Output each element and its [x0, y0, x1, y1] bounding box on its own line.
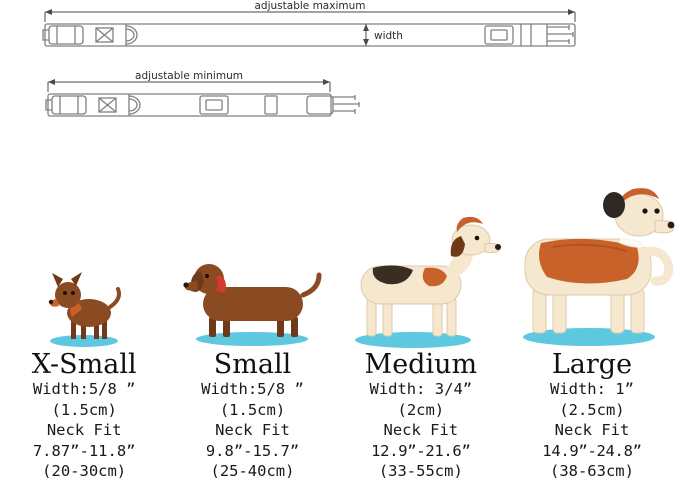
collar-slider-left-max: [96, 28, 113, 42]
collar-adjuster-min: [200, 96, 277, 114]
size-name-medium: Medium: [364, 348, 478, 380]
collar-clip-left-max: [43, 26, 83, 44]
size-columns: [0, 150, 679, 482]
width-metric-medium: (2cm): [397, 400, 445, 419]
dog-illustration-medium: [339, 173, 503, 349]
collar-diagram-svg: [0, 0, 679, 148]
width-label: width: [374, 30, 403, 42]
width-x-small: Width:5/8 ”: [32, 379, 136, 398]
size-column-small: [168, 150, 336, 482]
width-small: Width:5/8 ”: [201, 379, 304, 398]
size-column-large: [505, 150, 679, 482]
min-label: adjustable minimum: [135, 70, 243, 82]
dog-illustration-small: [170, 173, 334, 349]
neck-imperial-large: 14.9”-24.8”: [542, 441, 642, 460]
neck-imperial-small: 9.8”-15.7”: [205, 441, 300, 460]
collar-slider-left-min: [99, 98, 116, 112]
dog-illustration-large: [507, 173, 677, 349]
collar-diagrams: [0, 0, 679, 148]
collar-clip-right-min: [307, 95, 359, 114]
neck-metric-medium: (33-55cm): [378, 462, 463, 481]
width-metric-small: (1.5cm): [219, 400, 286, 419]
collar-d-ring-max: [126, 24, 137, 46]
size-name-x-small: X-Small: [31, 348, 137, 380]
beagle-icon: [341, 194, 501, 349]
saint-bernard-icon: [507, 177, 677, 349]
collar-clip-left-min: [46, 96, 86, 114]
neck-metric-x-small: (20-30cm): [42, 462, 127, 481]
neck-imperial-x-small: 7.87”-11.8”: [32, 441, 136, 460]
size-column-medium: [337, 150, 505, 482]
neck-metric-small: (25-40cm): [210, 462, 295, 481]
size-name-small: Small: [213, 348, 292, 380]
neck-label-x-small: Neck Fit: [46, 421, 122, 440]
neck-label-small: Neck Fit: [215, 421, 290, 440]
neck-label-medium: Neck Fit: [383, 421, 459, 440]
max-label: adjustable maximum: [254, 0, 366, 12]
neck-imperial-medium: 12.9”-21.6”: [371, 441, 471, 460]
width-medium: Width: 3/4”: [369, 379, 473, 398]
collar-adjuster-max: [485, 24, 531, 46]
dachshund-icon: [177, 229, 327, 349]
collar-clip-right-max: [547, 24, 573, 46]
collar-d-ring-min: [129, 94, 140, 116]
size-name-large: Large: [551, 348, 633, 380]
width-metric-x-small: (1.5cm): [51, 400, 117, 419]
neck-metric-large: (38-63cm): [549, 462, 634, 481]
width-dimension-arrow: [363, 24, 369, 46]
size-column-x-small: [0, 150, 168, 482]
neck-label-large: Neck Fit: [554, 421, 630, 440]
chihuahua-icon: [24, 239, 144, 349]
dog-illustration-x-small: [2, 173, 166, 349]
width-large: Width: 1”: [549, 379, 634, 398]
width-metric-large: (2.5cm): [559, 400, 625, 419]
